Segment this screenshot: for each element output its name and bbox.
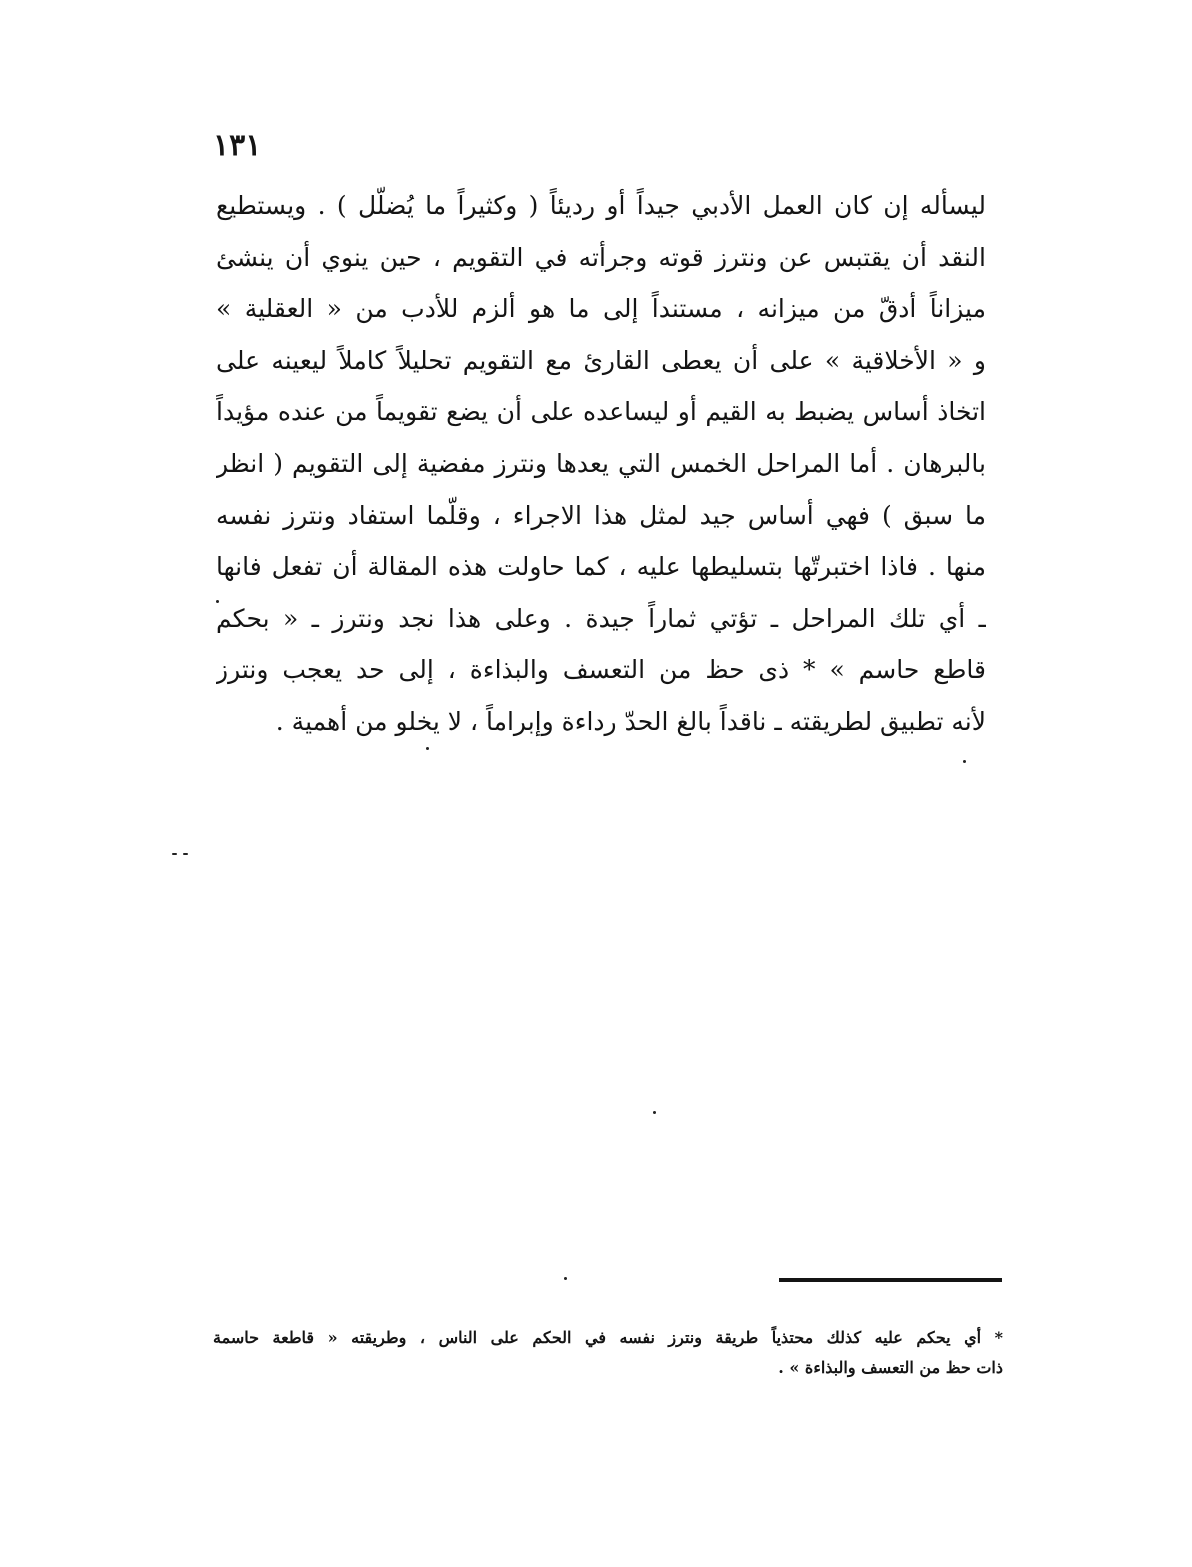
body-line: النقد أن يقتبس عن ونترز قوته وجرأته في التقويم ، حين ينوي أن ينشئ xyxy=(216,242,986,272)
body-line: اتخاذ أساس يضبط به القيم أو ليساعده على أن يضع تقويماً من عنده مؤيداً xyxy=(216,397,986,427)
footnote xyxy=(213,1323,1003,1383)
footnote-divider xyxy=(779,1278,1002,1282)
footnote-line: * أي يحكم عليه كذلك محتذياً طريقة ونترز نفسه في الحكم على الناس ، وطريقته « قاطعة حاسمة xyxy=(213,1328,1003,1347)
scan-speck xyxy=(172,853,177,855)
scan-speck xyxy=(216,600,219,603)
scan-speck xyxy=(183,853,188,855)
body-line: منها . فاذا اختبرتّها بتسليطها عليه ، كما حاولت هذه المقالة أن تفعل فانها xyxy=(216,552,986,582)
body-line: ليسأله إن كان العمل الأدبي جيداً أو رديئاً ( وكثيراً ما يُضلّل ) . ويستطيع xyxy=(216,191,986,220)
page-number: ١٣١ xyxy=(213,128,262,163)
body-line: لأنه تطبيق لطريقته ـ ناقداً بالغ الحدّ رداءة وإبراماً ، لا يخلو من أهمية . xyxy=(275,706,986,736)
footnote-line: ذات حظ من التعسف والبذاءة » . xyxy=(778,1358,1003,1377)
body-line: و « الأخلاقية » على أن يعطى القارئ مع التقويم تحليلاً كاملاً ليعينه على xyxy=(216,345,986,375)
body-line: ـ أي تلك المراحل ـ تؤتي ثماراً جيدة . وعلى هذا نجد ونترز ـ « بحكم xyxy=(216,603,986,633)
body-line: بالبرهان . أما المراحل الخمس التي يعدها ونترز مفضية إلى التقويم ( انظر xyxy=(216,448,986,478)
body-text xyxy=(216,180,986,748)
scan-speck xyxy=(963,760,966,763)
body-line: ما سبق ) فهي أساس جيد لمثل هذا الاجراء ، وقلّما استفاد ونترز نفسه xyxy=(216,500,986,530)
scan-speck xyxy=(426,747,429,750)
scan-speck xyxy=(564,1277,567,1280)
body-line: قاطع حاسم » * ذى حظ من التعسف والبذاءة ، إلى حد يعجب ونترز xyxy=(216,655,986,685)
scan-speck xyxy=(653,1111,656,1114)
body-line: ميزاناً أدقّ من ميزانه ، مستنداً إلى ما هو ألزم للأدب من « العقلية » xyxy=(216,294,986,324)
